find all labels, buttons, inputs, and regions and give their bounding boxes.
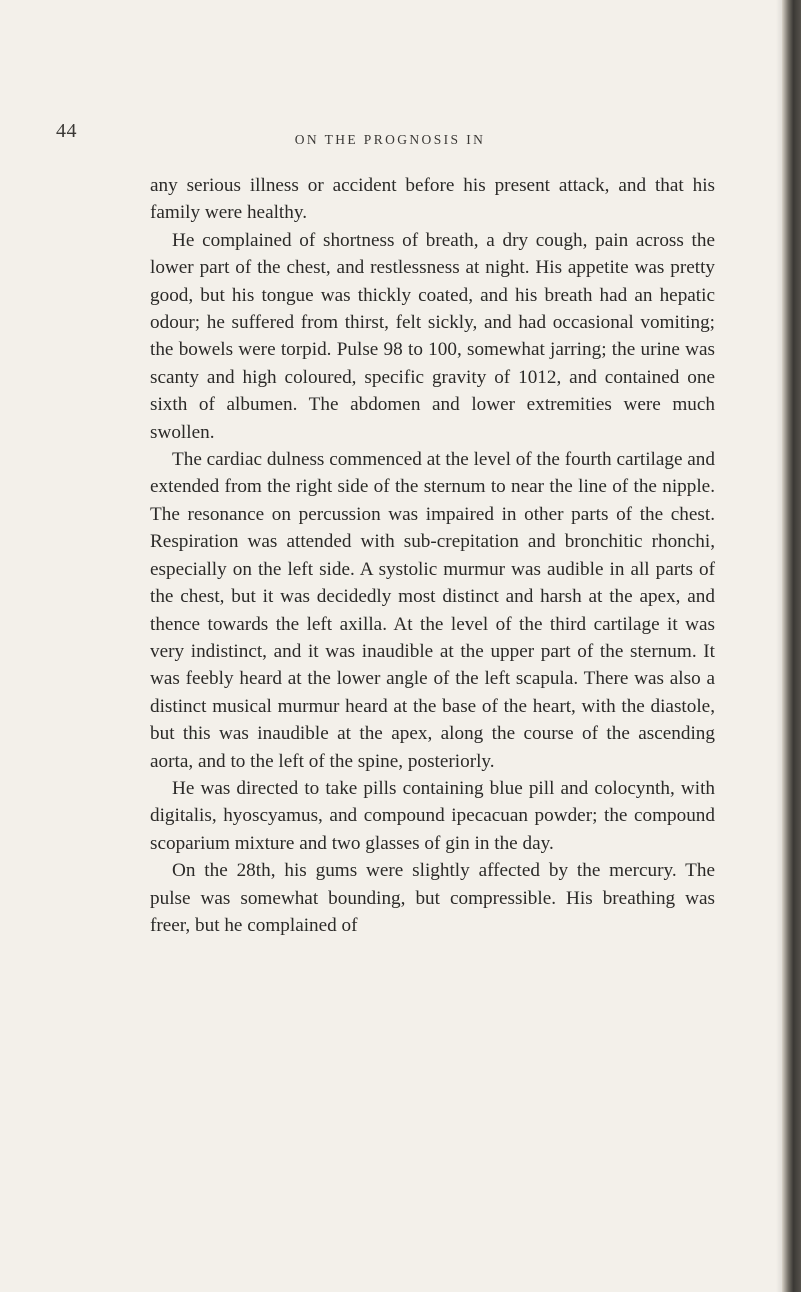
body-text [150, 172, 715, 939]
paragraph-symptoms: He complained of shortness of breath, a dry cough, pain across the lower part of the chest, and restlessness at night. His appetite was pretty good, but his tongue was thickly coated, and his breath had an hepatic odour; he suffered from thirst, felt sickly, and had occasional vomiting; the bowels were torpid. Pulse 98 to 100, somewhat jarring; the urine was scanty and high coloured, specific gravity of 1012, and contained one sixth of albumen. The abdomen and lower extremities were much swollen. [150, 229, 715, 443]
paragraph-continuation: any serious illness or accident before his present attack, and that his family were healthy. [150, 175, 715, 224]
running-head: ON THE PROGNOSIS IN [294, 132, 486, 147]
page-number: 44 [56, 120, 77, 142]
book-spine-edge [782, 0, 801, 1292]
paragraph-cardiac-findings: The cardiac dulness commenced at the level of the fourth cartilage and extended from the right side of the sternum to near the line of the nipple. The resonance on percussion was impaired in other parts of the chest. Respiration was attended with sub-crepitation and bronchitic rhonchi, especially on the left side. A systolic murmur was audible in all parts of the chest, but it was decidedly most distinct and harsh at the apex, and thence towards the left axilla. At the level of the third cartilage it was very indistinct, and it was inaudible at the upper part of the sternum. It was feebly heard at the lower angle of the left scapula. There was also a distinct musical murmur heard at the base of the heart, with the diastole, but this was inaudible at the apex, along the course of the ascending aorta, and to the left of the spine, posteriorly. [150, 449, 715, 772]
paragraph-treatment: He was directed to take pills containing blue pill and colocynth, with digitalis, hyoscyamus, and compound ipecacuan powder; the compound scoparium mixture and two glasses of gin in the day. [150, 777, 715, 854]
paragraph-progress: On the 28th, his gums were slightly affected by the mercury. The pulse was somewhat bounding, but compressible. His breathing was freer, but he complained of [150, 860, 715, 936]
